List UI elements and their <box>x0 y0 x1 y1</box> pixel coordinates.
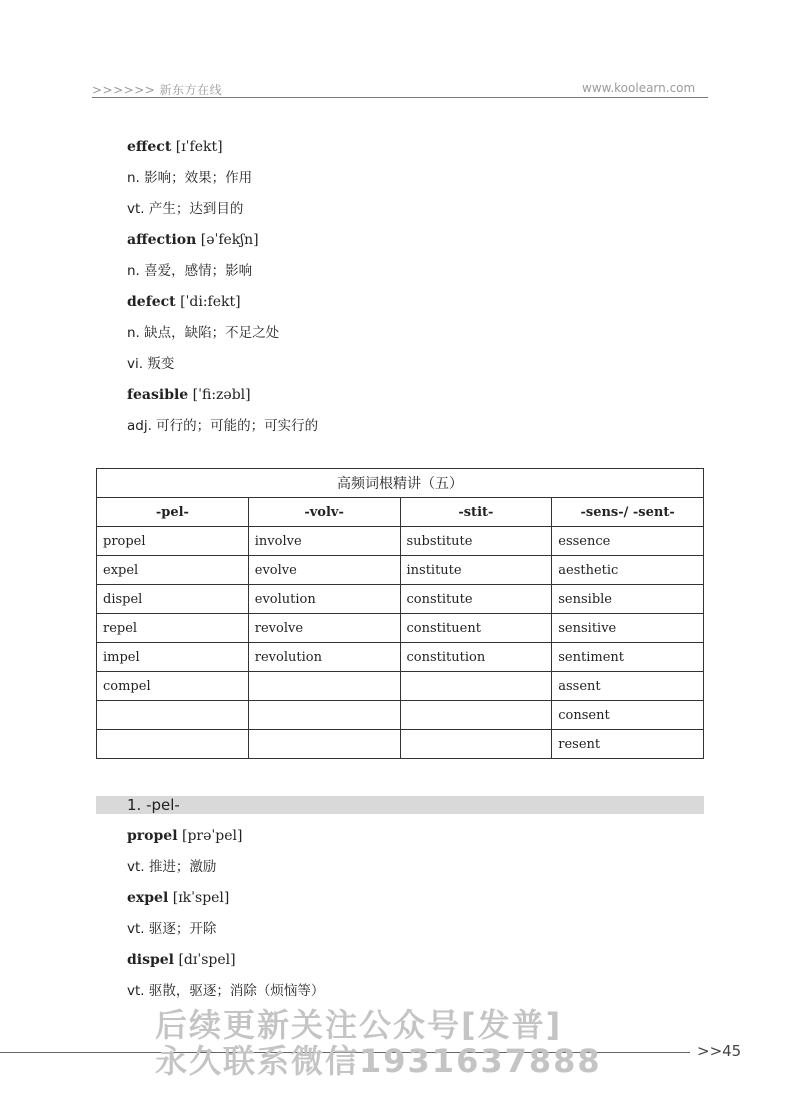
watermark-line-2: 永久联系微信1931637888 <box>155 1042 602 1080</box>
table-cell: sentiment <box>552 643 704 672</box>
table-cell <box>248 701 400 730</box>
table-cell: evolve <box>248 556 400 585</box>
table-cell: assent <box>552 672 704 701</box>
table-cell <box>400 701 552 730</box>
watermark-line-1: 后续更新关注公众号[发普] <box>155 1006 563 1044</box>
entry-effect-meaning: vt. 产生；达到目的 <box>127 201 244 217</box>
headword: feasible <box>127 387 189 403</box>
table-cell: repel <box>97 614 249 643</box>
table-row <box>97 585 704 614</box>
table-row <box>97 672 704 701</box>
table-cell: expel <box>97 556 249 585</box>
table-row <box>97 643 704 672</box>
headword: defect <box>127 294 176 310</box>
phonetic: [ɪkˈspel] <box>168 890 230 906</box>
column-header: -stit- <box>400 498 552 527</box>
column-header: -volv- <box>248 498 400 527</box>
entry-effect-headword <box>127 137 223 157</box>
header-divider <box>92 97 708 98</box>
entry-defect-meaning: vi. 叛变 <box>127 356 175 372</box>
entry-expel-meaning: vt. 驱逐；开除 <box>127 921 217 937</box>
entry-expel-headword <box>127 888 229 908</box>
table-cell: evolution <box>248 585 400 614</box>
entry-affection-meaning: n. 喜爱，感情；影响 <box>127 263 253 279</box>
table-cell <box>97 701 249 730</box>
headword: effect <box>127 139 172 155</box>
phonetic: [dɪˈspel] <box>174 952 236 968</box>
headword: expel <box>127 890 169 906</box>
table-cell: constitution <box>400 643 552 672</box>
page-number: >>45 <box>697 1042 742 1060</box>
table-title-row <box>97 469 704 498</box>
table-row <box>97 701 704 730</box>
section-heading: 1. -pel- <box>127 796 180 814</box>
header-left-text: >>>>>> 新东方在线 <box>92 83 223 97</box>
phonetic: [prəˈpel] <box>177 828 243 844</box>
table-cell <box>248 730 400 759</box>
entry-affection-headword <box>127 230 259 250</box>
table-cell: dispel <box>97 585 249 614</box>
table-cell: revolution <box>248 643 400 672</box>
table-cell: sensible <box>552 585 704 614</box>
phonetic: [ˈfi:zəbl] <box>188 387 251 403</box>
table-header-row <box>97 498 704 527</box>
section-heading-bar <box>96 796 704 814</box>
table-cell: constitute <box>400 585 552 614</box>
headword: propel <box>127 828 178 844</box>
entry-propel-headword <box>127 826 242 846</box>
table-cell <box>97 730 249 759</box>
table-cell: compel <box>97 672 249 701</box>
table-cell: involve <box>248 527 400 556</box>
entry-feasible-headword <box>127 385 251 405</box>
entry-defect-headword <box>127 292 241 312</box>
table-cell <box>400 730 552 759</box>
table-row <box>97 527 704 556</box>
column-header: -sens-/ -sent- <box>552 498 704 527</box>
table-cell: sensitive <box>552 614 704 643</box>
table-cell: consent <box>552 701 704 730</box>
table-cell: impel <box>97 643 249 672</box>
entry-dispel-headword <box>127 950 236 970</box>
table-cell <box>400 672 552 701</box>
headword: affection <box>127 232 197 248</box>
table-cell: propel <box>97 527 249 556</box>
table-cell: resent <box>552 730 704 759</box>
table-cell: aesthetic <box>552 556 704 585</box>
phonetic: [ɪˈfekt] <box>171 139 223 155</box>
column-header: -pel- <box>97 498 249 527</box>
phonetic: [əˈfekʃn] <box>196 232 259 248</box>
table-title: 高频词根精讲（五） <box>97 469 704 498</box>
table-cell <box>248 672 400 701</box>
header-url[interactable]: www.koolearn.com <box>582 81 696 95</box>
entry-propel-meaning: vt. 推进；激励 <box>127 859 217 875</box>
table-cell: constituent <box>400 614 552 643</box>
entry-dispel-meaning: vt. 驱散，驱逐；消除（烦恼等） <box>127 983 325 999</box>
entry-effect-meaning: n. 影响；效果；作用 <box>127 170 253 186</box>
phonetic: [ˈdi:fekt] <box>175 294 241 310</box>
entry-feasible-meaning: adj. 可行的；可能的；可实行的 <box>127 418 319 434</box>
table-row <box>97 556 704 585</box>
table-cell: revolve <box>248 614 400 643</box>
headword: dispel <box>127 952 175 968</box>
word-root-table <box>96 468 704 759</box>
table-cell: essence <box>552 527 704 556</box>
table-row <box>97 730 704 759</box>
table-cell: substitute <box>400 527 552 556</box>
entry-defect-meaning: n. 缺点，缺陷；不足之处 <box>127 325 280 341</box>
table-cell: institute <box>400 556 552 585</box>
table-row <box>97 614 704 643</box>
